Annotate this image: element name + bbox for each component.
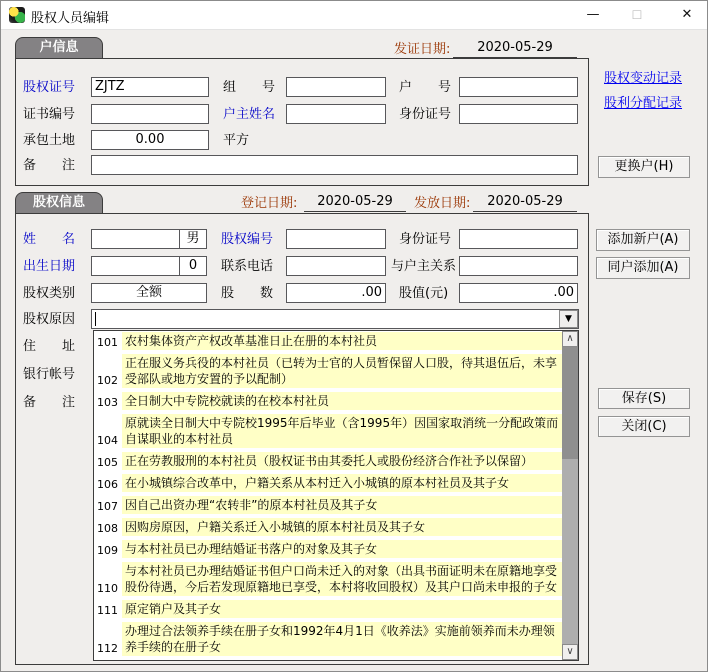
land-unit-label: 平方 [223,133,250,148]
cert-no-input[interactable]: ZJTZ [91,77,209,97]
reason-option-108[interactable] [94,518,562,536]
dividend-record-link[interactable]: 股利分配记录 [604,96,683,111]
shares-label: 股 数 [221,286,274,301]
relation-label: 与户主关系 [391,259,457,274]
reason-option-109[interactable] [94,540,562,558]
option-number: 107 [94,500,122,514]
option-number: 112 [94,642,122,656]
reason-option-104[interactable] [94,414,562,448]
equity-type-label: 股权类别 [23,286,76,301]
scroll-up-icon[interactable]: ∧ [562,331,578,347]
option-text: 全日制大中专院校就读的在校本村社员 [122,392,562,410]
dropdown-scrollbar[interactable] [562,331,578,660]
book-no-label: 证书编号 [23,107,76,122]
group-no-label: 组 号 [223,80,276,95]
phone-input[interactable] [286,256,386,276]
address-label: 住 址 [23,339,76,354]
option-text: 与本村社员已办理结婚证书落户的对象及其子女 [122,540,562,558]
reason-option-102[interactable] [94,354,562,388]
head-id-label: 身份证号 [399,107,452,122]
land-label: 承包土地 [23,133,76,148]
equity-no-input[interactable] [286,229,386,249]
person-id-input[interactable] [459,229,578,249]
household-remark-label: 备 注 [23,158,76,173]
reason-option-103[interactable] [94,392,562,410]
age-field[interactable]: 0 [179,256,207,276]
app-icon [9,7,25,23]
reason-dropdown-list [93,330,579,661]
option-number: 109 [94,544,122,558]
option-number: 111 [94,604,122,618]
combo-dropdown-arrow-icon[interactable]: ▼ [559,310,578,328]
household-remark-input[interactable] [91,155,578,175]
bank-account-label: 银行帐号 [23,367,76,382]
maximize-button[interactable]: ☐ [631,8,643,22]
option-number: 105 [94,456,122,470]
share-value-label: 股值(元) [399,286,449,301]
option-text: 在小城镇综合改革中，户籍关系从本村迁入小城镇的原本村社员及其子女 [122,474,562,492]
group-no-input[interactable] [286,77,386,97]
reason-label: 股权原因 [23,312,76,327]
option-number: 106 [94,478,122,492]
reason-option-101[interactable] [94,332,562,350]
head-name-input[interactable] [286,104,386,124]
option-text: 原就读全日制大中专院校1995年后毕业（含1995年）因国家取消统一分配政策而自谋职业的本村社员 [122,414,562,448]
reason-option-110[interactable] [94,562,562,596]
grant-date-value[interactable]: 2020-05-29 [473,194,577,212]
close-button[interactable]: 关闭(C) [598,416,690,437]
option-number: 103 [94,396,122,410]
option-text: 与本村社员已办理结婚证书但户口尚未迁入的对象（出具书面证明未在原籍地享受股份待遇，今后若发现原籍地已享受，本村将收回股权）及其户口尚未申报的子女 [122,562,562,596]
reason-combo-input[interactable] [91,309,579,329]
reason-option-107[interactable] [94,496,562,514]
option-text: 正在服义务兵役的本村社员（已转为士官的人员暂保留人口股，待其退伍后，未享受部队或地方安置的予以配制） [122,354,562,388]
reason-option-105[interactable] [94,452,562,470]
birth-date-input[interactable] [91,256,180,276]
hu-no-input[interactable] [459,77,578,97]
grant-date-label: 发放日期: [414,196,471,211]
name-label: 姓 名 [23,232,76,247]
reg-date-label: 登记日期: [241,196,298,211]
equity-type-input[interactable]: 全额 [91,283,207,303]
equity-remark-label: 备 注 [23,395,76,410]
option-text: 办理过合法领养手续在册子女和1992年4月1日《收养法》实施前领养而未办理领养手续的在册子女 [122,622,562,656]
window-title: 股权人员编辑 [31,11,110,26]
person-id-label: 身份证号 [399,232,452,247]
scroll-down-icon[interactable]: ∨ [562,644,578,660]
option-text: 正在劳教服刑的本村社员（股权证书由其委托人或股份经济合作社予以保留） [122,452,562,470]
name-input[interactable] [91,229,180,249]
add-new-household-button[interactable]: 添加新户(A) [596,229,690,251]
title-bar [1,1,707,30]
tab-equity-info: 股权信息 [15,192,103,213]
issue-date-value[interactable]: 2020-05-29 [453,40,577,58]
cert-no-label: 股权证号 [23,80,76,95]
close-icon[interactable]: ✕ [681,7,693,22]
scrollbar-thumb[interactable] [562,347,578,459]
land-input[interactable]: 0.00 [91,130,209,150]
relation-input[interactable] [459,256,578,276]
add-same-household-button[interactable]: 同户添加(A) [596,257,690,279]
head-name-label: 户主姓名 [223,107,276,122]
head-id-input[interactable] [459,104,578,124]
issue-date-label: 发证日期: [394,42,451,57]
option-text: 因自己出资办理“农转非”的原本村社员及其子女 [122,496,562,514]
option-text: 因购房原因，户籍关系迁入小城镇的原本村社员及其子女 [122,518,562,536]
reg-date-value[interactable]: 2020-05-29 [304,194,406,212]
book-no-input[interactable] [91,104,209,124]
hu-no-label: 户 号 [399,80,452,95]
reason-option-106[interactable] [94,474,562,492]
option-number: 108 [94,522,122,536]
option-text: 原定销户及其子女 [122,600,562,618]
birth-date-label: 出生日期 [23,259,76,274]
shares-input[interactable]: .00 [286,283,386,303]
option-text: 农村集体资产产权改革基准日止在册的本村社员 [122,332,562,350]
reason-option-111[interactable] [94,600,562,618]
equity-no-label: 股权编号 [221,232,274,247]
change-household-button[interactable]: 更换户(H) [598,156,690,178]
option-number: 110 [94,582,122,596]
text-caret [95,312,96,326]
phone-label: 联系电话 [221,259,274,274]
tab-household-info: 户信息 [15,37,103,58]
minimize-button[interactable]: — [586,7,600,22]
save-button[interactable]: 保存(S) [598,388,690,409]
reason-option-112[interactable] [94,622,562,656]
reason-dropdown-rows [94,332,562,660]
share-value-input[interactable]: .00 [459,283,578,303]
equity-change-record-link[interactable]: 股权变动记录 [604,71,683,86]
option-number: 101 [94,336,122,350]
option-number: 104 [94,434,122,448]
option-number: 102 [94,374,122,388]
gender-field[interactable]: 男 [179,229,207,249]
